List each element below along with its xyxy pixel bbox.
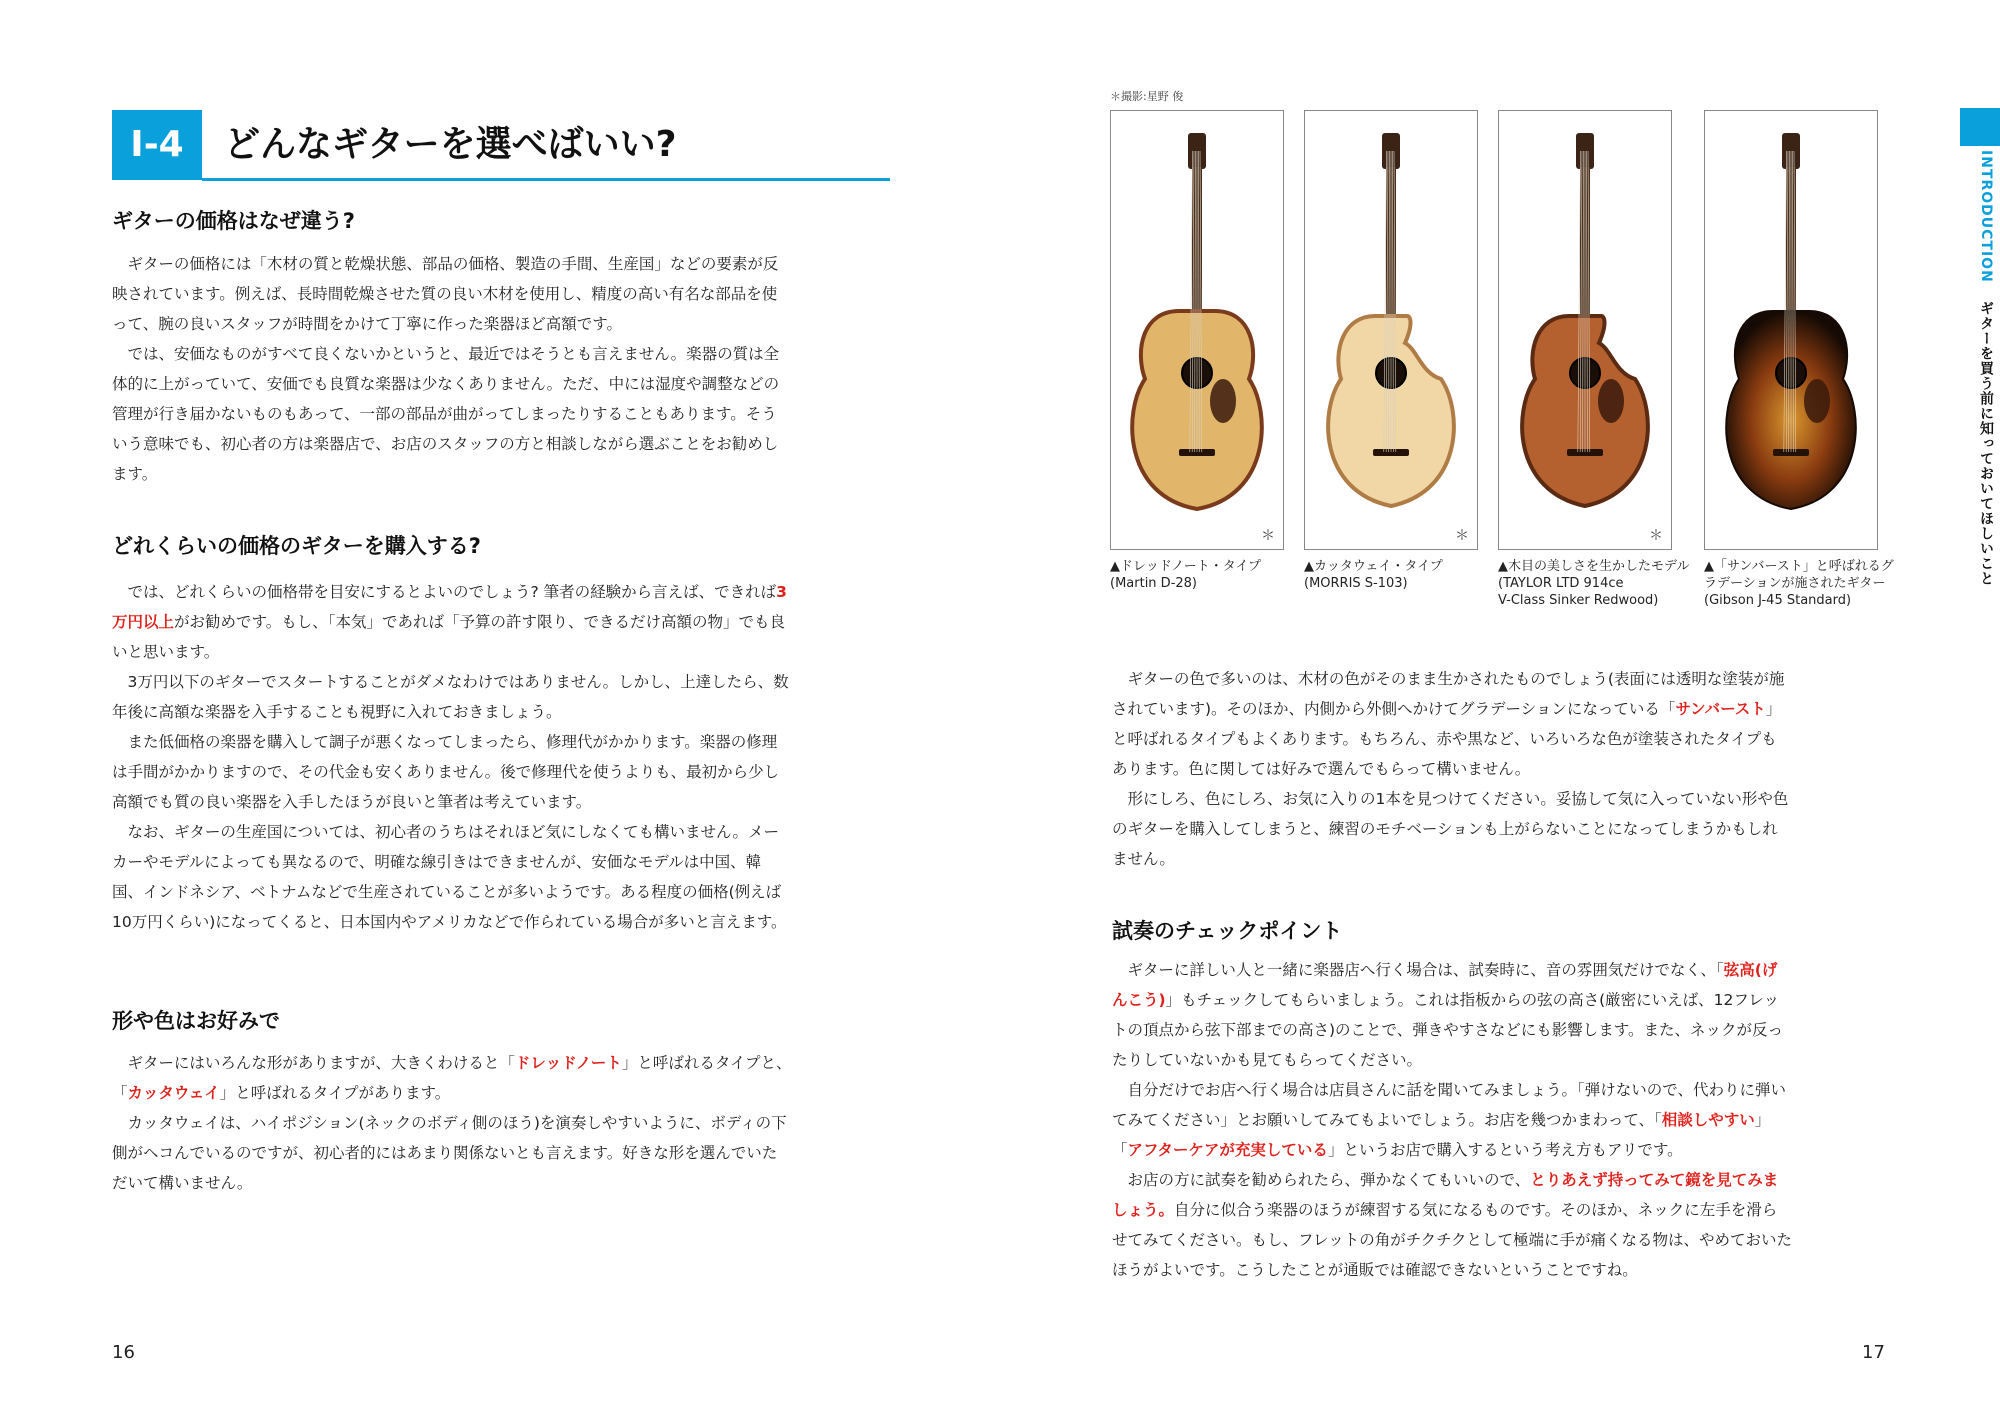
photo-credit: ＊撮影:星野 俊 xyxy=(1110,90,1184,103)
caption-line: V-Class Sinker Redwood) xyxy=(1498,593,1659,608)
caption-line: (Martin D-28) xyxy=(1110,576,1197,591)
body-text: 」もチェックしてもらいましょう。これは指板からの弦の高さ(厳密にいえば、12フレットの頂点から弦下部までの高さ)のことで、弾きやすさなどにも影響します。また、ネックが反ったりしていないかも見てもらってください。 xyxy=(1112,991,1784,1069)
section-heading-price-reason: ギターの価格はなぜ違う? xyxy=(112,209,355,233)
body-text: なお、ギターの生産国については、初心者のうちはそれほど気にしなくても構いません。メーカーやモデルによっても異なるので、明確な線引きはできませんが、安価なモデルは中国、韓国、インドネシア、ベトナムなどで生産されていることが多いようです。ある程度の価格(例えば10万円くらい)になってくると、日本国内やアメリカなどで作られている場合が多いと言えます。 xyxy=(112,823,787,931)
paragraph xyxy=(1112,664,1792,784)
section-heading-shape-color: 形や色はお好みで xyxy=(112,1009,280,1033)
chapter-underline xyxy=(202,178,890,181)
body-text: では、安価なものがすべて良くないかというと、最近ではそうとも言えません。楽器の質は全体的に上がっていて、安価でも良質な楽器は少なくありません。ただ、中には湿度や調整などの管理が行き届かないものもあって、一部の部品が曲がってしまったりすることもあります。そういう意味でも、初心者の方は楽器店で、お店のスタッフの方と相談しながら選ぶことをお勧めします。 xyxy=(112,345,780,483)
paragraph xyxy=(1112,1165,1792,1285)
paragraph xyxy=(112,817,792,937)
emphasis-text: 弦高(げんこう) xyxy=(1112,961,1778,1009)
side-tab-label-ja: ギターを買う前に知っておいてほしいこと xyxy=(1978,300,1994,586)
page-number-right: 17 xyxy=(1862,1342,1885,1363)
side-tab-label-en: INTRODUCTION xyxy=(1978,150,1994,283)
body-text: 」というお店で購入するという考え方もアリです。 xyxy=(1327,1141,1683,1159)
body-text: ギターの価格には「木材の質と乾燥状態、部品の価格、製造の手間、生産国」などの要素が反映されています。例えば、長時間乾燥させた質の良い木材を使用し、精度の高い有名な部品を使って、腕の良いスタッフが時間をかけて丁寧に作った楽器ほど高額です。 xyxy=(112,255,779,333)
body-text: ギターに詳しい人と一緒に楽器店へ行く場合は、試奏時に、音の雰囲気だけでなく、「 xyxy=(1127,961,1724,979)
body-text: 」と呼ばれるタイプがあります。 xyxy=(219,1084,451,1102)
emphasis-text: カッタウェイ xyxy=(127,1084,220,1102)
body-text: 自分に似合う楽器のほうが練習する気になるものです。そのほか、ネックに左手を滑らせてみてください。もし、フレットの角がチクチクとして極端に手が痛くなる物は、やめておいたほうがよいです。こうしたことが通販では確認できないということですね。 xyxy=(1112,1201,1792,1279)
paragraph xyxy=(1112,1075,1792,1165)
guitar-image xyxy=(1305,111,1477,549)
emphasis-text: 3万円以上 xyxy=(112,583,787,631)
section-heading-budget: どれくらいの価格のギターを購入する? xyxy=(112,534,481,558)
paragraph xyxy=(1112,955,1792,1075)
photo-caption xyxy=(1498,558,1698,609)
photo-asterisk: ＊ xyxy=(1261,528,1275,544)
caption-line: ラデーションが施されたギター xyxy=(1704,576,1886,591)
body-text: 」と呼ばれるタイプもよくあります。もちろん、赤や黒など、いろいろな色が塗装されたタイプもあります。色に関しては好みで選んでもらって構いません。 xyxy=(1112,700,1782,778)
paragraph xyxy=(112,727,792,817)
guitar-photo-cutaway xyxy=(1304,110,1478,550)
body-text: お店の方に試奏を勧められたら、弾かなくてもいいので、 xyxy=(1127,1171,1531,1189)
emphasis-text: ドレッドノート xyxy=(514,1054,622,1072)
chapter-title: どんなギターを選べばいい? xyxy=(224,124,677,165)
section-heading-test-play: 試奏のチェックポイント xyxy=(1112,919,1343,943)
photo-asterisk: ＊ xyxy=(1455,528,1469,544)
pickguard xyxy=(1804,379,1830,423)
emphasis-text: サンバースト xyxy=(1675,700,1766,718)
body-text: 自分だけでお店へ行く場合は店員さんに話を聞いてみましょう。「弾けないので、代わりに弾いてみてください」とお願いしてみてもよいでしょう。お店を幾つかまわって、「 xyxy=(1112,1081,1786,1129)
paragraph xyxy=(112,339,792,489)
body-text: 3万円以下のギターでスタートすることがダメなわけではありません。しかし、上達したら、数年後に高額な楽器を入手することも視野に入れておきましょう。 xyxy=(112,673,789,721)
guitar-photo-sunburst xyxy=(1704,110,1878,550)
guitar-image xyxy=(1705,111,1877,549)
paragraph xyxy=(112,1048,792,1108)
body-text: がお勧めです。もし、「本気」であれば「予算の許す限り、できるだけ高額の物」でも良いと思います。 xyxy=(112,613,786,661)
page-number-left: 16 xyxy=(112,1342,135,1363)
emphasis-text: とりあえず持ってみて鏡を見てみましょう。 xyxy=(1112,1171,1779,1219)
paragraph xyxy=(112,577,792,667)
guitar-image xyxy=(1111,111,1283,549)
caption-line: (TAYLOR LTD 914ce xyxy=(1498,576,1624,591)
paragraph xyxy=(112,667,792,727)
guitar-image xyxy=(1499,111,1671,549)
emphasis-text: アフターケアが充実している xyxy=(1127,1141,1328,1159)
pickguard xyxy=(1598,379,1624,423)
caption-line: ▲木目の美しさを生かしたモデル xyxy=(1498,559,1690,574)
body-text: カッタウェイは、ハイポジション(ネックのボディ側のほう)を演奏しやすいように、ボディの下側がヘコんでいるのですが、初心者的にはあまり関係ないとも言えます。好きな形を選んでいただいて構いません。 xyxy=(112,1114,787,1192)
photo-caption xyxy=(1304,558,1504,592)
side-tab-label xyxy=(1964,150,1996,650)
body-text: また低価格の楽器を購入して調子が悪くなってしまったら、修理代がかかります。楽器の修理は手間がかかりますので、その代金も安くありません。後で修理代を使うよりも、最初から少し高額でも質の良い楽器を入手したほうが良いと筆者は考えています。 xyxy=(112,733,780,811)
pickguard xyxy=(1210,379,1236,423)
body-text: 」「 xyxy=(1112,1111,1771,1159)
side-tab-marker xyxy=(1960,108,2000,146)
caption-line: ▲ドレッドノート・タイプ xyxy=(1110,559,1262,574)
emphasis-text: 相談しやすい xyxy=(1661,1111,1755,1129)
photo-caption xyxy=(1110,558,1310,592)
paragraph xyxy=(1112,784,1792,874)
caption-line: (MORRIS S-103) xyxy=(1304,576,1408,591)
photo-asterisk: ＊ xyxy=(1649,528,1663,544)
photo-caption xyxy=(1704,558,1904,609)
body-text: ギターにはいろんな形がありますが、大きくわけると「 xyxy=(127,1054,515,1072)
caption-line: ▲「サンバースト」と呼ばれるグ xyxy=(1704,559,1894,574)
paragraph xyxy=(112,1108,792,1198)
body-text: 形にしろ、色にしろ、お気に入りの1本を見つけてください。妥協して気に入っていない形や色のギターを購入してしまうと、練習のモチベーションも上がらないことになってしまうかもしれません。 xyxy=(1112,790,1789,868)
chapter-number: I-4 xyxy=(112,110,202,180)
guitar-photo-taylor xyxy=(1498,110,1672,550)
caption-line: ▲カッタウェイ・タイプ xyxy=(1304,559,1443,574)
guitar-photo-dreadnought xyxy=(1110,110,1284,550)
chapter-header xyxy=(112,110,890,180)
body-text: 」と呼ばれるタイプと、「 xyxy=(112,1054,792,1102)
body-text: では、どれくらいの価格帯を目安にするとよいのでしょう? 筆者の経験から言えば、できれば xyxy=(127,583,777,601)
paragraph xyxy=(112,249,792,339)
body-text: ギターの色で多いのは、木材の色がそのまま生かされたものでしょう(表面には透明な塗装が施されています)。そのほか、内側から外側へかけてグラデーションになっている「 xyxy=(1112,670,1785,718)
caption-line: (Gibson J-45 Standard) xyxy=(1704,593,1852,608)
